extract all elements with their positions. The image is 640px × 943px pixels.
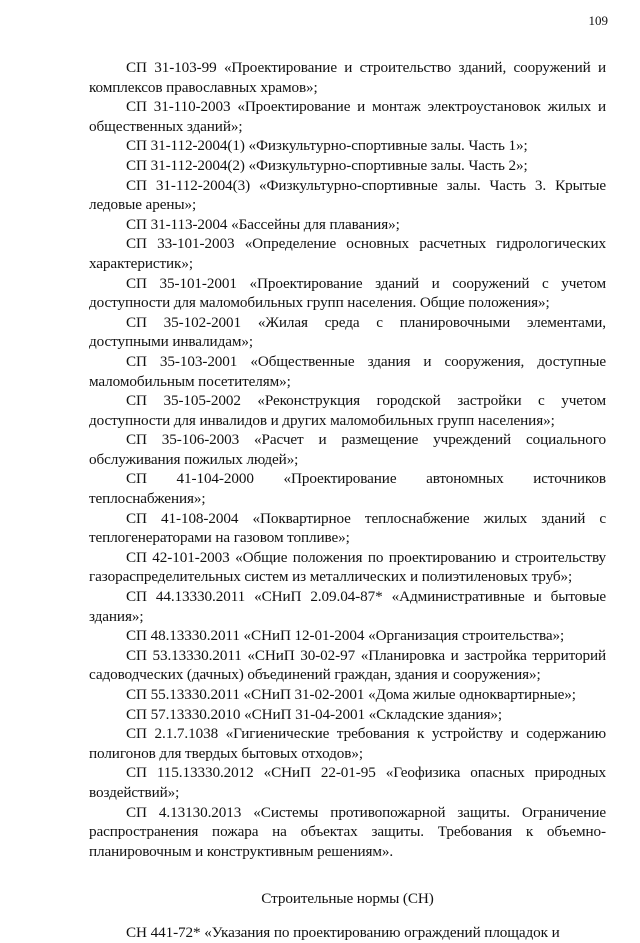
list-item: СП 31-112-2004(2) «Физкультурно-спортивные залы. Часть 2»; [126,156,528,174]
list-item: СП 31-112-2004(1) «Физкультурно-спортивные залы. Часть 1»; [126,137,528,155]
list-item: СП 31-103-99 «Проектирование и строительство зданий, сооружений и комплексов православных храмов»; [89,59,606,96]
list-item: СП 48.13330.2011 «СНиП 12-01-2004 «Организация строительства»; [126,627,565,645]
list-item: СП 2.1.7.1038 «Гигиенические требования к устройству и содержанию полигонов для твердых бытовых отходов»; [89,725,606,762]
list-item: СП 55.13330.2011 «СНиП 31-02-2001 «Дома жилые одноквартирные»; [126,686,576,703]
list-item: СП 35-105-2002 «Реконструкция городской застройки с учетом доступности для инвалидов и других маломобильных групп населения»; [89,392,606,429]
list-item: СП 31-110-2003 «Проектирование и монтаж электроустановок жилых и общественных зданий»; [89,98,606,135]
list-item: СП 115.13330.2012 «СНиП 22-01-95 «Геофизика опасных природных воздействий»; [89,764,606,801]
list-item: СП 33-101-2003 «Определение основных расчетных гидрологических характеристик»; [89,235,606,272]
list-item: СП 41-104-2000 «Проектирование автономных источников теплоснабжения»; [89,470,606,508]
section-heading: Строительные нормы (СН) [261,890,434,908]
list-item: СП 57.13330.2010 «СНиП 31-04-2001 «Складские здания»; [126,705,502,723]
list-item: СП 31-112-2004(3) «Физкультурно-спортивные залы. Часть 3. Крытые ледовые арены»; [89,176,606,214]
list-item: СН 441-72* «Указания по проектированию ограждений площадок и [126,923,560,941]
list-item: СП 35-106-2003 «Расчет и размещение учреждений социального обслуживания пожилых людей»; [89,431,606,468]
page-number: 109 [588,13,608,28]
list-item: СП 42-101-2003 «Общие положения по проектированию и строительству газораспределительных систем из металлических и полиэтиленовых труб»; [89,548,606,586]
list-item: СП 4.13130.2013 «Системы противопожарной защиты. Ограничение распространения пожара на объектах защиты. Требования к объемно-планировочным и конструктивным решениям». [89,803,606,860]
list-item: СП 31-113-2004 «Бассейны для плавания»; [126,215,400,233]
list-item: СП 35-103-2001 «Общественные здания и сооружения, доступные маломобильным посетителям»; [89,352,606,390]
list-item: СП 41-108-2004 «Поквартирное теплоснабжение жилых зданий с теплогенераторами на газовом топливе»; [89,509,606,547]
list-item: СП 53.13330.2011 «СНиП 30-02-97 «Планировка и застройка территорий садоводческих (дачных) объединений граждан, здания и сооружения»; [89,646,606,684]
document-body [89,58,606,943]
list-item: СП 35-101-2001 «Проектирование зданий и сооружений с учетом доступности для маломобильных групп населения. Общие положения»; [89,274,606,312]
list-item: СП 44.13330.2011 «СНиП 2.09.04-87* «Административные и бытовые здания»; [89,588,606,625]
list-item: СП 35-102-2001 «Жилая среда с планировочными элементами, доступными инвалидам»; [89,313,606,351]
